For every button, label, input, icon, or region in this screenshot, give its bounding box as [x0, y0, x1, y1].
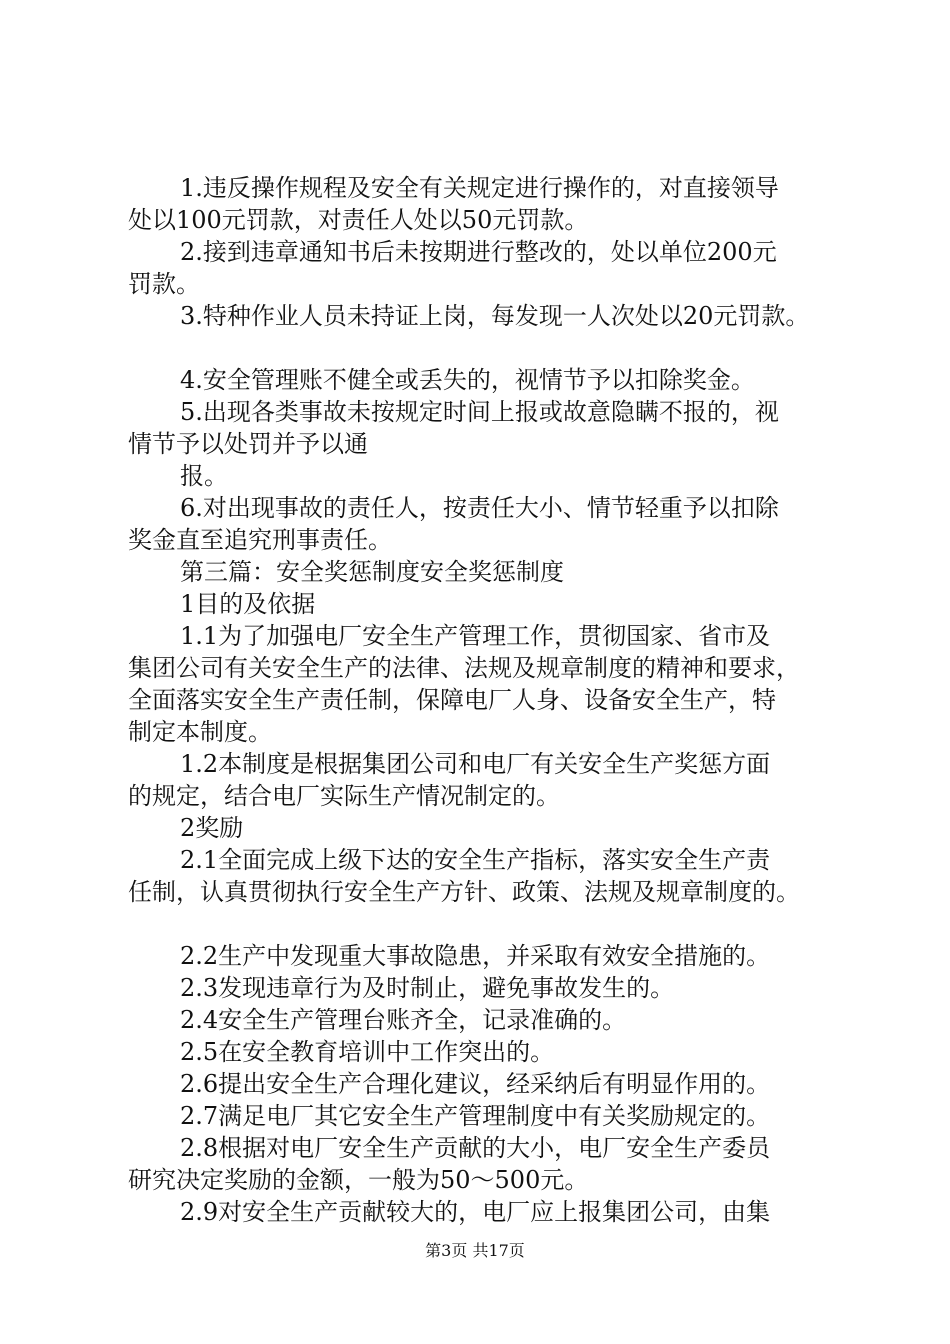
- paragraph-line: 的规定，结合电厂实际生产情况制定的。: [128, 782, 560, 810]
- paragraph: [128, 588, 848, 620]
- paragraph-line: 2.9对安全生产贡献较大的，电厂应上报集团公司，由集: [180, 1198, 771, 1226]
- paragraph-line: 第三篇：安全奖惩制度安全奖惩制度: [180, 558, 564, 586]
- paragraph-line: 6.对出现事故的责任人，按责任大小、情节轻重予以扣除: [180, 494, 779, 522]
- paragraph: [128, 1196, 848, 1228]
- paragraph-line: 全面落实安全生产责任制，保障电厂人身、设备安全生产，特: [128, 686, 776, 714]
- paragraph-line: 1.违反操作规程及安全有关规定进行操作的，对直接领导: [180, 174, 779, 202]
- paragraph: [128, 812, 848, 844]
- paragraph-line: 2.1全面完成上级下达的安全生产指标，落实安全生产责: [180, 846, 771, 874]
- paragraph-line: 2.8根据对电厂安全生产贡献的大小，电厂安全生产委员: [180, 1134, 771, 1162]
- paragraph: [128, 236, 848, 300]
- paragraph-line: 2.2生产中发现重大事故隐患，并采取有效安全措施的。: [180, 942, 771, 970]
- paragraph-line: 任制，认真贯彻执行安全生产方针、政策、法规及规章制度的。: [128, 878, 800, 906]
- paragraph: [128, 1036, 848, 1068]
- paragraph: [128, 1004, 848, 1036]
- paragraph-line: 5.出现各类事故未按规定时间上报或故意隐瞒不报的，视: [180, 398, 779, 426]
- paragraph-line: 罚款。: [128, 270, 200, 298]
- paragraph: [128, 748, 848, 812]
- paragraph: [128, 940, 848, 972]
- paragraph: [128, 172, 848, 236]
- paragraph-line: 集团公司有关安全生产的法律、法规及规章制度的精神和要求，: [128, 654, 800, 682]
- paragraph-line: 2.4安全生产管理台账齐全，记录准确的。: [180, 1006, 627, 1034]
- paragraph-line: 处以100元罚款，对责任人处以50元罚款。: [128, 206, 589, 234]
- paragraph-line: 1目的及依据: [180, 590, 316, 618]
- paragraph-line: 奖金直至追究刑事责任。: [128, 526, 392, 554]
- paragraph-line: 2.3发现违章行为及时制止，避免事故发生的。: [180, 974, 675, 1002]
- paragraph: [128, 492, 848, 556]
- paragraph-line: 4.安全管理账不健全或丢失的，视情节予以扣除奖金。: [180, 366, 755, 394]
- paragraph: [128, 300, 848, 332]
- paragraph: [128, 844, 848, 908]
- blank-line: [128, 908, 848, 940]
- paragraph-line: 2.6提出安全生产合理化建议，经采纳后有明显作用的。: [180, 1070, 771, 1098]
- document-body: [128, 172, 848, 1228]
- paragraph-line: 1.2本制度是根据集团公司和电厂有关安全生产奖惩方面: [180, 750, 771, 778]
- paragraph: [128, 1132, 848, 1196]
- paragraph-line: 报。: [180, 462, 228, 490]
- paragraph-line: 研究决定奖励的金额，一般为50～500元。: [128, 1166, 589, 1194]
- page-footer: 第3页 共17页: [425, 1241, 525, 1260]
- paragraph-line: 2奖励: [180, 814, 244, 842]
- paragraph-line: 1.1为了加强电厂安全生产管理工作，贯彻国家、省市及: [180, 622, 771, 650]
- paragraph: [128, 364, 848, 396]
- paragraph: [128, 1068, 848, 1100]
- paragraph-line: 2.5在安全教育培训中工作突出的。: [180, 1038, 555, 1066]
- paragraph-line: 情节予以处罚并予以通: [128, 430, 368, 458]
- paragraph-line: 2.接到违章通知书后未按期进行整改的，处以单位200元: [180, 238, 777, 266]
- paragraph: [128, 556, 848, 588]
- blank-line: [128, 332, 848, 364]
- paragraph-line: 2.7满足电厂其它安全生产管理制度中有关奖励规定的。: [180, 1102, 771, 1130]
- paragraph: [128, 396, 848, 492]
- paragraph: [128, 620, 848, 748]
- paragraph-line: 制定本制度。: [128, 718, 272, 746]
- paragraph: [128, 972, 848, 1004]
- paragraph-line: 3.特种作业人员未持证上岗，每发现一人次处以20元罚款。: [180, 302, 810, 330]
- paragraph: [128, 1100, 848, 1132]
